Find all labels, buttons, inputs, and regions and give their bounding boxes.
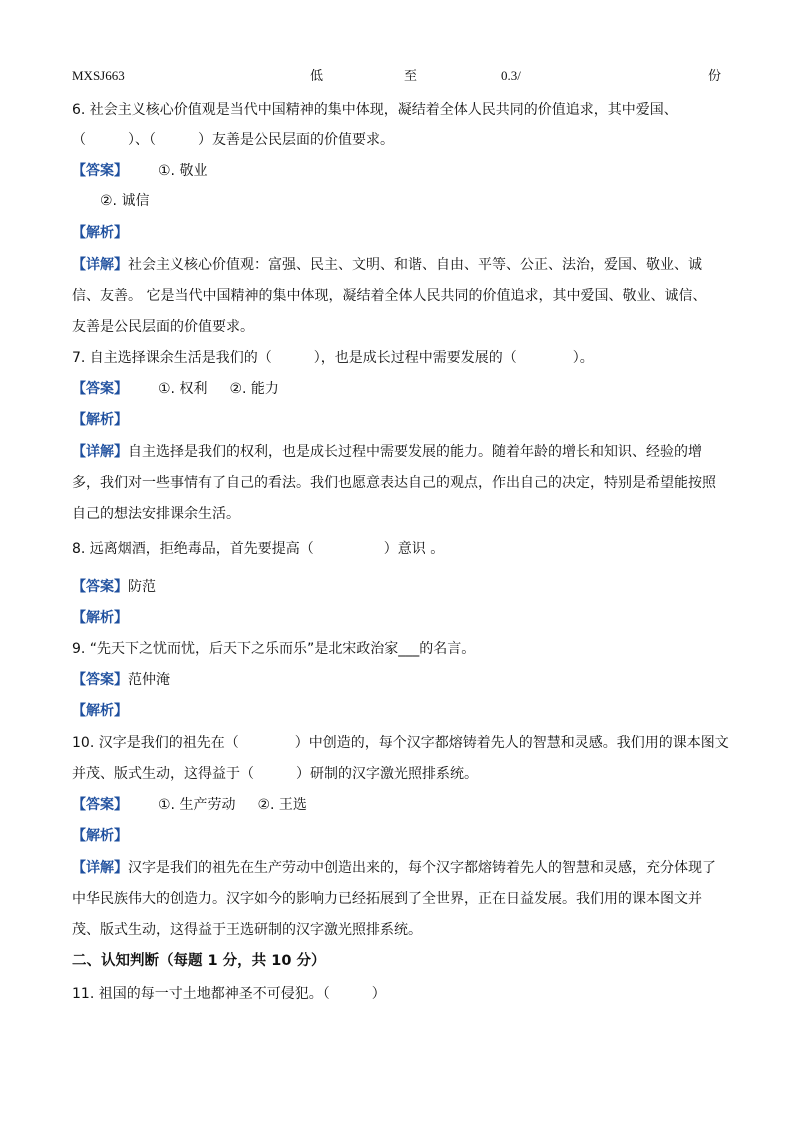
answer-tag: 【答案】 [72,381,128,397]
q7-answer-row [72,380,722,398]
header-word-low: 低 [310,68,324,83]
q9-answer: 范仲淹 [128,672,170,688]
answer-tag: 【答案】 [72,163,128,179]
q7-detail-line3: 自己的想法安排课余生活。 [72,506,240,522]
q10-answer-1: ①. 生产劳动 [158,797,236,813]
answer-tag: 【答案】 [72,579,128,595]
header-word-to: 至 [404,68,418,83]
q11-stem-line1: 11. 祖国的每一寸土地都神圣不可侵犯。（ ） [72,986,386,1002]
q8-stem-line1: 8. 远离烟酒，拒绝毒品，首先要提高（ ）意识 。 [72,541,445,557]
q10-detail-line2: 中华民族伟大的创造力。汉字如今的影响力已经拓展到了全世界，正在日益发展。我们用的课本图文并 [72,891,702,907]
q10-stem-line1: 10. 汉字是我们的祖先在（ ）中创造的，每个汉字都熔铸着先人的智慧和灵感。我们用的课本图文 [72,735,729,751]
q7-detail-line1 [72,443,722,461]
q10-answer-row [72,796,722,814]
answer-tag: 【答案】 [72,797,128,813]
q7-stem-line1: 7. 自主选择课余生活是我们的（ ），也是成长过程中需要发展的（ ）。 [72,350,594,366]
page-header [72,67,722,85]
q6-detail-line1 [72,256,722,274]
q7-answer-1: ①. 权利 [158,381,208,397]
q6-answer-2: ②. 诚信 [100,193,150,209]
detail-tag: 【详解】 [72,257,128,273]
doc-code: MXSJ663 [72,68,125,83]
q10-detail-line3: 茂、版式生动，这得益于王选研制的汉字激光照排系统。 [72,922,422,938]
q10-detail-text1: 汉字是我们的祖先在生产劳动中创造出来的，每个汉字都熔铸着先人的智慧和灵感，充分体现了 [128,860,716,876]
q9-answer-row [72,671,722,689]
detail-tag: 【详解】 [72,444,128,460]
q6-detail-text1: 社会主义核心价值观：富强、民主、文明、和谐、自由、平等、公正、法治，爱国、敬业、诚 [128,257,702,273]
q9-stem-line1: 9. “先天下之忧而忧，后天下之乐而乐”是北宋政治家___的名言。 [72,641,476,657]
analysis-tag: 【解析】 [72,610,128,626]
q6-answer-1: ①. 敬业 [158,163,208,179]
q7-detail-text1: 自主选择是我们的权利，也是成长过程中需要发展的能力。随着年龄的增长和知识、经验的增 [128,444,702,460]
q7-answer-2: ②. 能力 [229,381,279,397]
analysis-tag: 【解析】 [72,412,128,428]
q10-answer-2: ②. 王选 [257,797,307,813]
q6-detail-line2: 信、友善。 它是当代中国精神的集中体现，凝结着全体人民共同的价值追求，其中爱国、敬业、诚信、 [72,288,707,304]
header-price: 0.3/ [501,68,521,83]
q10-stem-line2: 并茂、版式生动，这得益于（ ）研制的汉字激光照排系统。 [72,766,478,782]
q10-detail-line1 [72,859,722,877]
header-word-copy: 份 [708,68,722,83]
q6-stem-line2: （ ）、（ ）友善是公民层面的价值要求。 [72,132,394,148]
q8-answer: 防范 [128,579,156,595]
section-heading: 二、认知判断（每题 1 分，共 10 分） [72,953,326,969]
detail-tag: 【详解】 [72,860,128,876]
q6-stem-line1: 6. 社会主义核心价值观是当代中国精神的集中体现，凝结着全体人民共同的价值追求，其中爱国、 [72,102,678,118]
analysis-tag: 【解析】 [72,828,128,844]
q7-detail-line2: 多，我们对一些事情有了自己的看法。我们也愿意表达自己的观点，作出自己的决定，特别是希望能按照 [72,475,716,491]
analysis-tag: 【解析】 [72,225,128,241]
q6-detail-line3: 友善是公民层面的价值要求。 [72,319,254,335]
analysis-tag: 【解析】 [72,703,128,719]
q8-answer-row [72,578,722,596]
answer-tag: 【答案】 [72,672,128,688]
q6-answer-row [72,162,722,180]
